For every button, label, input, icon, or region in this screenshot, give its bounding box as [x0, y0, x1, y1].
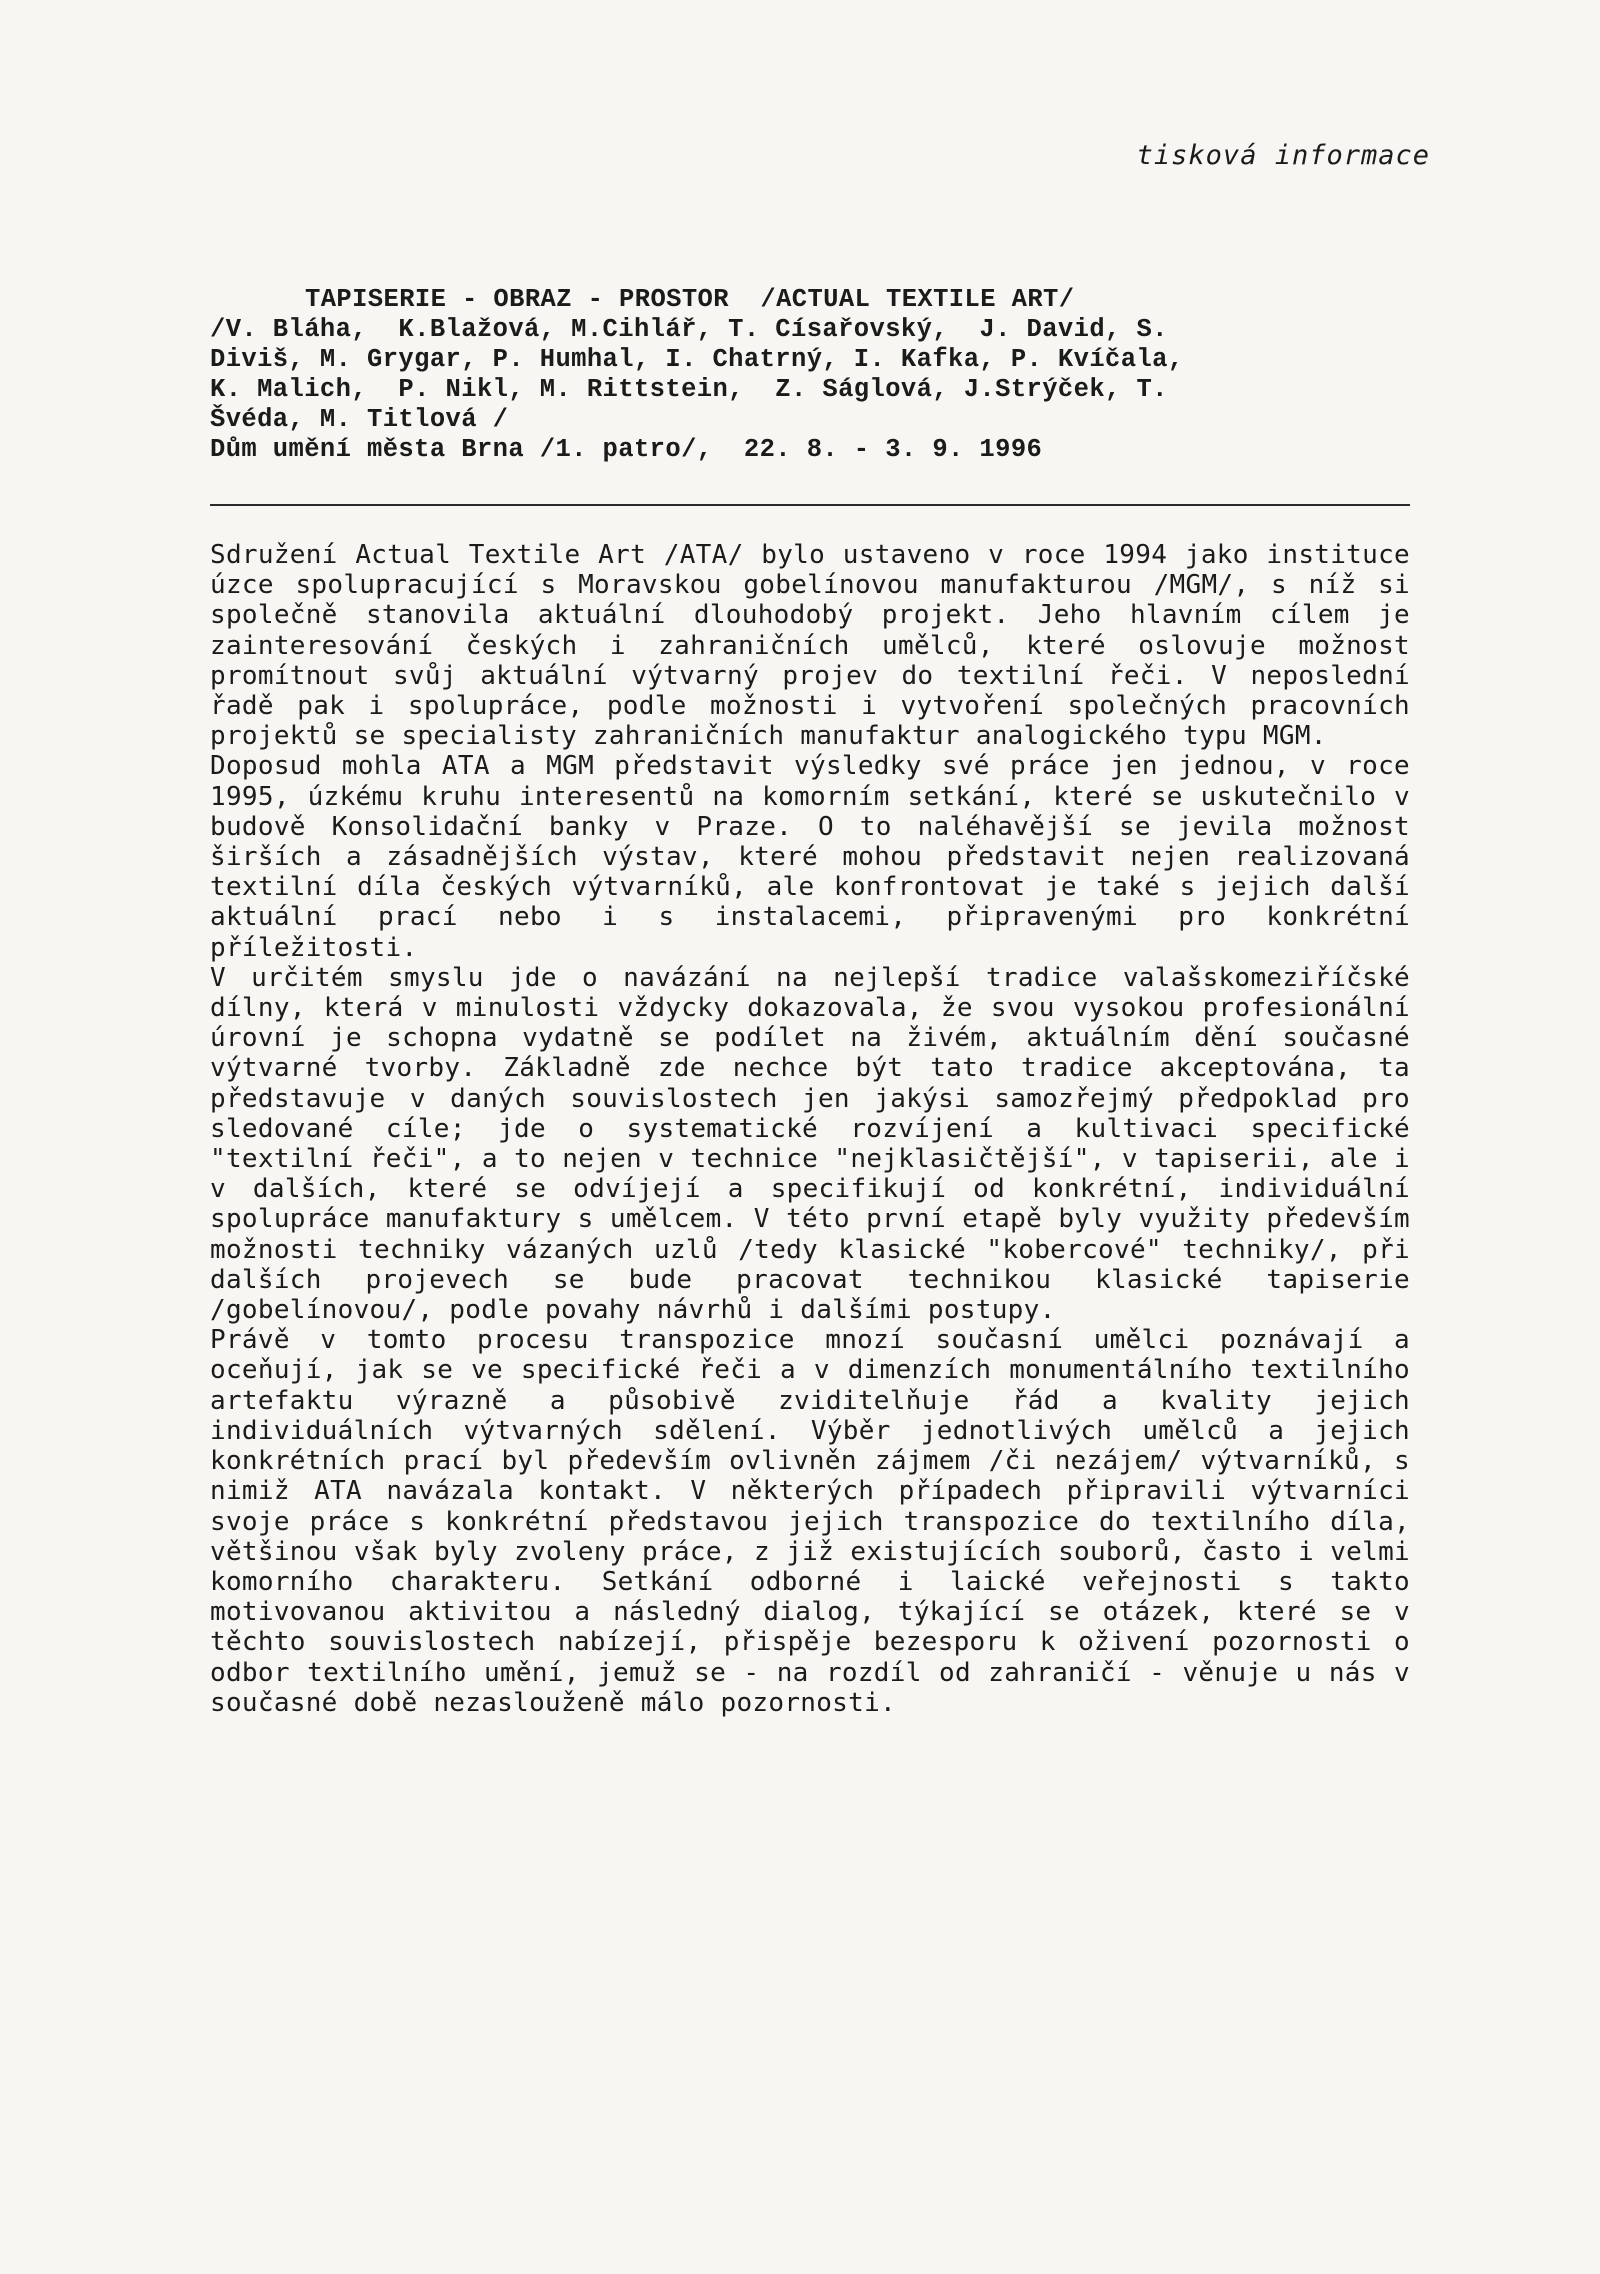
exhibition-title: TAPISERIE - OBRAZ - PROSTOR /ACTUAL TEXTILE ART/	[305, 285, 1075, 314]
venue-and-dates: Dům umění města Brna /1. patro/, 22. 8. - 3. 9. 1996	[210, 435, 1043, 464]
paragraph: Právě v tomto procesu transpozice mnozí současní umělci poznávají a oceňují, jak se ve specifické řeči a v dimenzích monumentálního textilního artefaktu výrazně a působivě zviditelňuje řád a kvality jejich individuálních výtvarných sdělení. Výběr jednotlivých umělců a jejich konkrétních prací byl především ovlivněn zájmem /či nezájem/ výtvarníků, s nimiž ATA navázala kontakt. V některých případech připravili výtvarníci svoje práce s konkrétní představou jejich transpozice do textilního díla, většinou však byly zvoleny práce, z již existujících souborů, často i velmi komorního charakteru. Setkání odborné i laické veřejnosti s takto motivovanou aktivitou a následný dialog, týkající se otázek, které se v těchto souvislostech nabízejí, přispěje bezesporu k oživení pozornosti o odbor textilního umění, jemuž se - na rozdíl od zahraničí - věnuje u nás v současné době nezaslouženě málo pozornosti.	[210, 1325, 1410, 1718]
artists-line-1: /V. Bláha, K.Blažová, M.Cihlář, T. Císařovský, J. David, S.	[210, 315, 1168, 344]
document-body	[210, 540, 1410, 1718]
artists-line-4: Švéda, M. Titlová /	[210, 405, 509, 434]
heading-divider	[210, 504, 1410, 506]
document-type-label: tisková informace	[1136, 140, 1430, 171]
paragraph: Doposud mohla ATA a MGM představit výsledky své práce jen jednou, v roce 1995, úzkému kruhu interesentů na komorním setkání, které se uskutečnilo v budově Konsolidační banky v Praze. O to naléhavější se jevila možnost širších a zásadnějších výstav, které mohou představit nejen realizovaná textilní díla českých výtvarníků, ale konfrontovat je také s jejich další aktuální prací nebo i s instalacemi, připravenými pro konkrétní příležitosti.	[210, 751, 1410, 963]
artists-line-3: K. Malich, P. Nikl, M. Rittstein, Z. Ságlová, J.Strýček, T.	[210, 375, 1168, 404]
press-release-heading	[210, 285, 1420, 465]
paragraph: Sdružení Actual Textile Art /ATA/ bylo ustaveno v roce 1994 jako instituce úzce spolupracující s Moravskou gobelínovou manufakturou /MGM/, s níž si společně stanovila aktuální dlouhodobý projekt. Jeho hlavním cílem je zainteresování českých i zahraničních umělců, které oslovuje možnost promítnout svůj aktuální výtvarný projev do textilní řeči. V neposlední řadě pak i spolupráce, podle možnosti i vytvoření společných pracovních projektů se specialisty zahraničních manufaktur analogického typu MGM.	[210, 540, 1410, 752]
artists-line-2: Diviš, M. Grygar, P. Humhal, I. Chatrný, I. Kafka, P. Kvíčala,	[210, 345, 1184, 374]
paragraph: V určitém smyslu jde o navázání na nejlepší tradice valašskomeziříčské dílny, která v minulosti vždycky dokazovala, že svou vysokou profesionální úrovní je schopna vydatně se podílet na živém, aktuálním dění současné výtvarné tvorby. Základně zde nechce být tato tradice akceptována, ta představuje v daných souvislostech jen jakýsi samozřejmý předpoklad pro sledované cíle; jde o systematické rozvíjení a kultivaci specifické "textilní řeči", a to nejen v technice "nejklasičtější", v tapiserii, ale i v dalších, které se odvíjejí a specifikují od konkrétní, individuální spolupráce manufaktury s umělcem. V této první etapě byly využity především možnosti techniky vázaných uzlů /tedy klasické "kobercové" techniky/, při dalších projevech se bude pracovat technikou klasické tapiserie /gobelínovou/, podle povahy návrhů i dalšími postupy.	[210, 962, 1410, 1326]
